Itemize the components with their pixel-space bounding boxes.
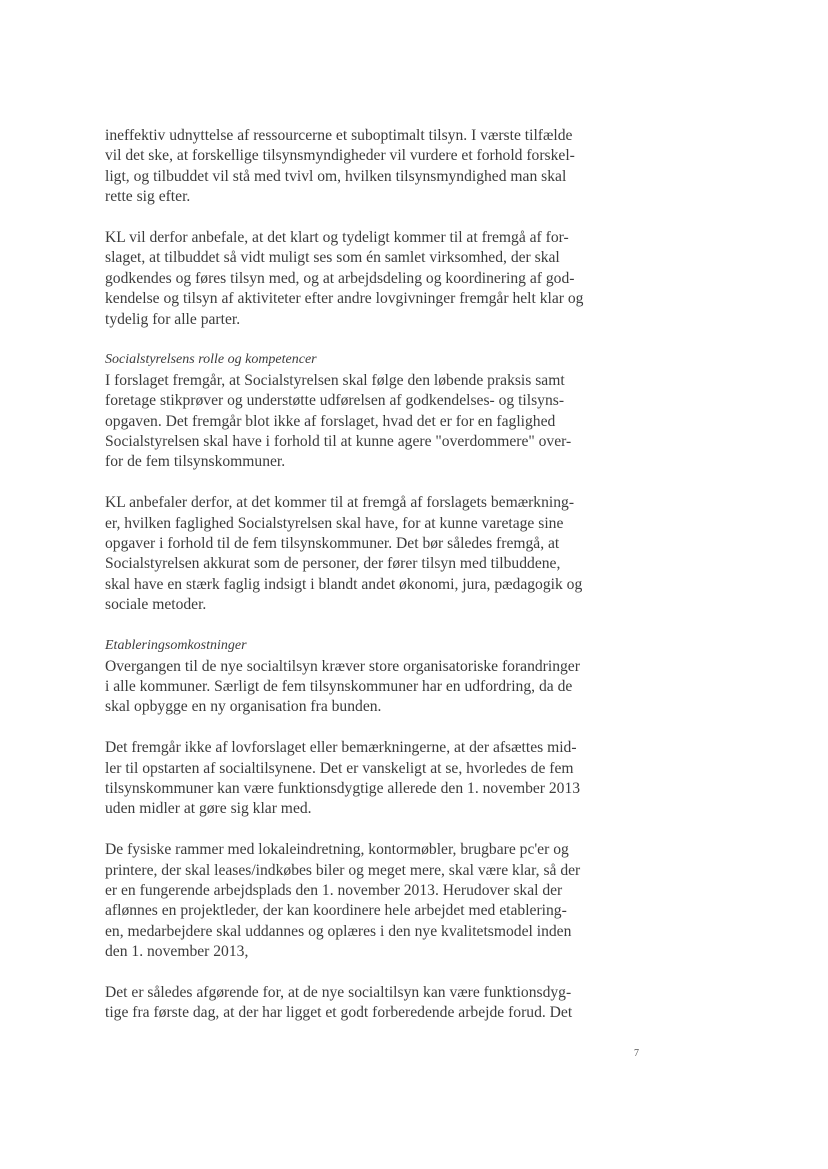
text-line: ineffektiv udnyttelse af ressourcerne et suboptimalt tilsyn. I værste tilfælde [105, 127, 573, 144]
text-line: sociale metoder. [105, 596, 207, 614]
text-line: tige fra første dag, at der har ligget et godt forberedende arbejde forud. Det [105, 1004, 573, 1022]
paragraph [105, 493, 600, 615]
text-line: ler til opstarten af socialtilsynene. Det er vanskeligt at se, hvorledes de fem [105, 759, 574, 777]
section-heading: Etableringsomkostninger [105, 638, 247, 654]
text-line: KL anbefaler derfor, at det kommer til at fremgå af forslagets bemærkning- [105, 494, 575, 512]
paragraph-spacer [105, 616, 600, 636]
text-line: skal opbygge en ny organisation fra bunden. [105, 698, 382, 716]
text-line: opgaven. Det fremgår blot ikke af forslaget, hvad det er for en faglighed [105, 412, 556, 430]
paragraph-spacer [105, 208, 600, 228]
text-line: godkendes og føres tilsyn med, og at arbejdsdeling og koordinering af god- [105, 269, 575, 287]
text-line: foretage stikprøver og understøtte udførelsen af godkendelses- og tilsyns- [105, 392, 565, 410]
text-line: aflønnes en projektleder, der kan koordinere hele arbejdet med etablering- [105, 902, 567, 920]
section-block [105, 350, 600, 472]
text-line: en, medarbejdere skal uddannes og oplæres i den nye kvalitetsmodel inden [105, 922, 572, 940]
paragraph [105, 738, 600, 820]
text-line: Det fremgår ikke af lovforslaget eller bemærkningerne, at der afsættes mid- [105, 739, 577, 757]
document-page [105, 126, 600, 1024]
paragraph-spacer [105, 330, 600, 350]
text-line: De fysiske rammer med lokaleindretning, kontormøbler, brugbare pc'er og [105, 841, 569, 859]
text-line: i alle kommuner. Særligt de fem tilsynskommuner har en udfordring, da de [105, 677, 573, 695]
text-line: Socialstyrelsen akkurat som de personer, der fører tilsyn med tilbuddene, [105, 555, 561, 573]
text-line: Socialstyrelsen skal have i forhold til at kunne agere "overdommere" over- [105, 433, 572, 451]
text-line: kendelse og tilsyn af aktiviteter efter andre lovgivninger fremgår helt klar og [105, 290, 584, 308]
paragraph [105, 126, 600, 208]
text-line: uden midler at gøre sig klar med. [105, 800, 312, 818]
paragraph [105, 228, 600, 330]
text-line: ligt, og tilbuddet vil stå med tvivl om, hvilken tilsynsmyndighed man skal [105, 167, 567, 185]
text-line: slaget, at tilbuddet så vidt muligt ses som én samlet virksomhed, der skal [105, 249, 560, 267]
paragraph-spacer [105, 473, 600, 493]
text-line: tydelig for alle parter. [105, 310, 241, 328]
text-line: vil det ske, at forskellige tilsynsmyndigheder vil vurdere et forhold forskel- [105, 147, 575, 165]
text-line: Det er således afgørende for, at de nye socialtilsyn kan være funktionsdyg- [105, 983, 572, 1001]
section-heading: Socialstyrelsens rolle og kompetencer [105, 352, 317, 368]
section-block [105, 636, 600, 718]
page-number: 7 [634, 1048, 639, 1059]
text-line: opgaver i forhold til de fem tilsynskommuner. Det bør således fremgå, at [105, 535, 560, 553]
text-line: er en fungerende arbejdsplads den 1. november 2013. Herudover skal der [105, 881, 563, 899]
text-line: er, hvilken faglighed Socialstyrelsen skal have, for at kunne varetage sine [105, 514, 564, 532]
paragraph-spacer [105, 718, 600, 738]
text-line: printere, der skal leases/indkøbes biler og meget mere, skal være klar, så der [105, 861, 581, 879]
paragraph [105, 840, 600, 962]
paragraph-spacer [105, 820, 600, 840]
text-line: I forslaget fremgår, at Socialstyrelsen skal følge den løbende praksis samt [105, 371, 565, 389]
paragraph-spacer [105, 963, 600, 983]
text-line: for de fem tilsynskommuner. [105, 453, 286, 471]
text-line: Overgangen til de nye socialtilsyn kræver store organisatoriske forandringer [105, 657, 580, 675]
text-line: KL vil derfor anbefale, at det klart og tydeligt kommer til at fremgå af for- [105, 229, 569, 247]
paragraph [105, 983, 600, 1024]
text-line: skal have en stærk faglig indsigt i blandt andet økonomi, jura, pædagogik og [105, 575, 583, 593]
text-line: rette sig efter. [105, 188, 191, 206]
text-line: tilsynskommuner kan være funktionsdygtige allerede den 1. november 2013 [105, 779, 581, 797]
text-line: den 1. november 2013, [105, 943, 249, 961]
